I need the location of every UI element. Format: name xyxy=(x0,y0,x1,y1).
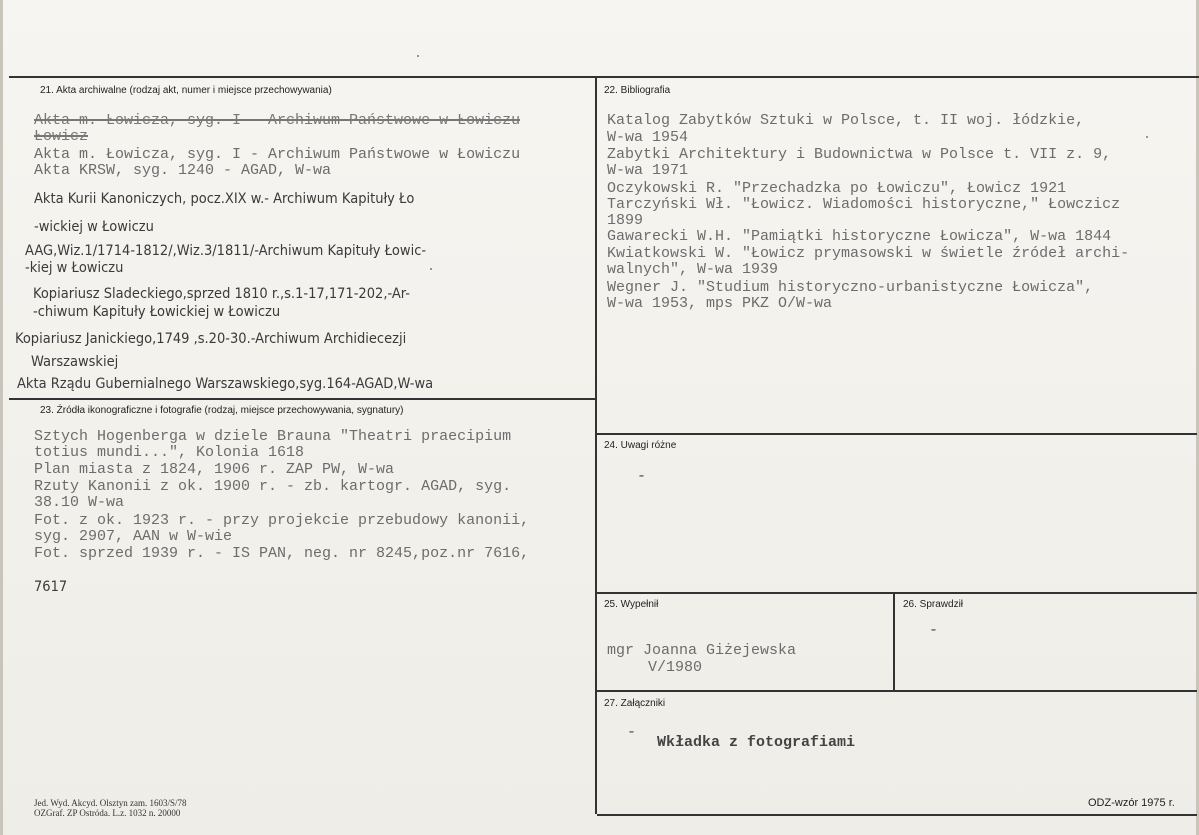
bibliography-line: W-wa 1953, mps PKZ O/W-wa xyxy=(607,295,833,312)
section-21-struck-line-2: Łowicz xyxy=(34,128,89,145)
section-24-label: 24. Uwagi różne xyxy=(604,440,677,451)
bibliography-line: Wegner J. "Studium historyczno-urbanistyczne Łowicza", xyxy=(607,279,1094,296)
bibliography-line: Tarczyński Wł. "Łowicz. Wiadomości historyczne," Łowczicz xyxy=(607,196,1121,213)
bibliography-line: Gawarecki W.H. "Pamiątki historyczne Łowicza", W-wa 1844 xyxy=(607,228,1112,245)
iconography-line: 38.10 W-wa xyxy=(34,494,125,511)
section-25-label: 25. Wypełnił xyxy=(604,599,659,610)
bibliography-line: 1899 xyxy=(607,212,644,229)
section-21-line: Kopiariusz Sladeckiego,sprzed 1810 r.,s.1-17,171-202,-Ar- xyxy=(33,286,410,302)
section-21-line: Warszawskiej xyxy=(31,354,119,370)
iconography-line: Sztych Hogenberga w dziele Brauna "Theatri praecipium xyxy=(34,428,512,445)
bibliography-line: Katalog Zabytków Sztuki w Polsce, t. II woj. łódzkie, xyxy=(607,112,1085,129)
section-21-line: -chiwum Kapituły Łowickiej w Łowiczu xyxy=(33,304,281,320)
section-21-line: Kopiariusz Janickiego,1749 ,s.20-30.-Archiwum Archidiecezji xyxy=(15,331,407,347)
printer-imprint-line-2: OZGraf. ZP Ostróda. L.z. 1032 n. 20000 xyxy=(34,808,181,818)
section-21-line: Akta Rządu Gubernialnego Warszawskiego,syg.164-AGAD,W-wa xyxy=(17,376,434,392)
paper-speck xyxy=(1146,136,1148,138)
section-26-value: - xyxy=(929,622,939,639)
iconography-line: Rzuty Kanonii z ok. 1900 r. - zb. kartogr. AGAD, syg. xyxy=(34,478,512,495)
top-rule xyxy=(9,76,1199,78)
bibliography-line: Zabytki Architektury i Budownictwa w Polsce t. VII z. 9, xyxy=(607,146,1112,163)
paper-speck xyxy=(417,55,419,57)
divider-22-24 xyxy=(597,433,1197,435)
iconography-line: 7617 xyxy=(34,579,68,595)
section-21-line: AAG,Wiz.1/1714-1812/,Wiz.3/1811/-Archiwum Kapituły Łowic- xyxy=(25,243,427,259)
section-27-dash: - xyxy=(627,724,637,741)
section-24-value: - xyxy=(637,468,647,485)
bibliography-line: W-wa 1954 xyxy=(607,129,689,146)
section-21-line: Akta m. Łowicza, syg. I - Archiwum Państwowe w Łowiczu xyxy=(34,146,521,163)
section-21-line: -wickiej w Łowiczu xyxy=(34,219,154,235)
form-id: ODZ-wzór 1975 r. xyxy=(1088,797,1175,809)
divider-25-27 xyxy=(597,690,1197,692)
paper-speck xyxy=(430,268,432,270)
section-26-label: 26. Sprawdził xyxy=(903,599,964,610)
section-21-line: Akta Kurii Kanoniczych, pocz.XIX w.- Archiwum Kapituły Ło xyxy=(34,191,415,207)
filled-by-name: mgr Joanna Giżejewska xyxy=(607,642,797,659)
section-21-label: 21. Akta archiwalne (rodzaj akt, numer i miejsce przechowywania) xyxy=(40,85,332,96)
divider-24-25 xyxy=(597,592,1197,594)
iconography-line: totius mundi...", Kolonia 1618 xyxy=(34,444,305,461)
section-21-line: -kiej w Łowiczu xyxy=(25,260,124,276)
section-23-label: 23. Źródła ikonograficzne i fotografie (rodzaj, miejsce przechowywania, sygnatury) xyxy=(40,405,404,416)
iconography-line: Fot. z ok. 1923 r. - przy projekcie przebudowy kanonii, xyxy=(34,512,530,529)
filled-by-date: V/1980 xyxy=(648,659,703,676)
section-27-label: 27. Załączniki xyxy=(604,698,666,709)
bibliography-line: Oczykowski R. "Przechadzka po Łowiczu", Łowicz 1921 xyxy=(607,180,1067,197)
bibliography-line: walnych", W-wa 1939 xyxy=(607,261,779,278)
iconography-line: syg. 2907, AAN w W-wie xyxy=(34,528,233,545)
printer-imprint-line-1: Jed. Wyd. Akcyd. Olsztyn zam. 1603/S/78 xyxy=(34,798,187,808)
section-22-label: 22. Bibliografia xyxy=(604,85,671,96)
divider-21-23 xyxy=(9,398,595,400)
iconography-line: Fot. sprzed 1939 r. - IS PAN, neg. nr 8245,poz.nr 7616, xyxy=(34,545,530,562)
center-divider xyxy=(595,77,597,814)
divider-25-26 xyxy=(893,593,895,690)
bottom-rule xyxy=(597,814,1197,816)
section-21-struck-line: Akta m. Łowicza, syg. I - Archiwum Państwowe w Łowiczu xyxy=(34,112,521,129)
bibliography-line: W-wa 1971 xyxy=(607,162,689,179)
section-21-line: Akta KRSW, syg. 1240 - AGAD, W-wa xyxy=(34,162,332,179)
iconography-line: Plan miasta z 1824, 1906 r. ZAP PW, W-wa xyxy=(34,461,395,478)
bibliography-line: Kwiatkowski W. "Łowicz prymasowski w świetle źródeł archi- xyxy=(607,245,1130,262)
attachments-value: Wkładka z fotografiami xyxy=(657,734,856,751)
